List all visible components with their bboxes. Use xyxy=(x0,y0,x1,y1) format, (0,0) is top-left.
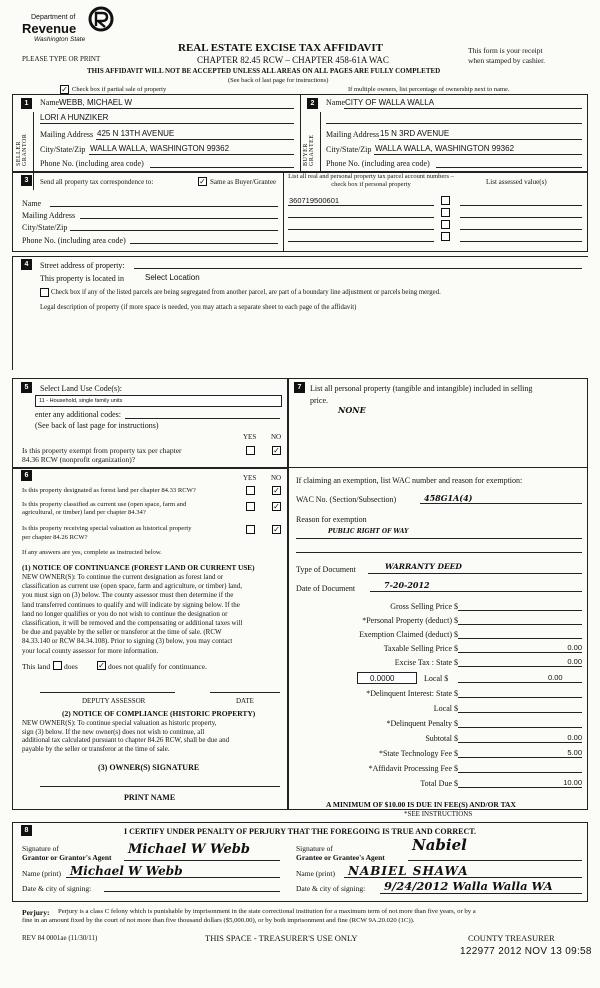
document-date-value[interactable]: 7-20-2012 xyxy=(384,580,430,590)
seller-vertical-label: SELLER GRANTOR xyxy=(16,133,28,166)
same-as-buyer-label: Same as Buyer/Grantee xyxy=(210,178,277,186)
tax-row-label: Local $ xyxy=(433,704,458,713)
receipt-note-2: when stamped by cashier. xyxy=(468,56,546,65)
notice-compliance-title: (2) NOTICE OF COMPLIANCE (HISTORIC PROPERTY) xyxy=(62,709,256,718)
this-land-label: This land xyxy=(22,662,51,671)
land-use-select[interactable] xyxy=(35,395,282,407)
historic-no-checkbox[interactable]: ✓ xyxy=(273,525,280,534)
forest-yes-checkbox[interactable] xyxy=(246,486,255,495)
buyer-mail-label: Mailing Address xyxy=(326,130,380,139)
section-2-number: 2 xyxy=(307,98,318,109)
assessor-date-label: DATE xyxy=(236,697,254,705)
receipt-note-1: This form is your receipt xyxy=(468,46,543,55)
does-label: does xyxy=(64,662,78,671)
tax-row-label: *Personal Property (deduct) $ xyxy=(362,616,458,625)
print-name-label: PRINT NAME xyxy=(124,793,176,802)
buyer-phone-label: Phone No. (including area code) xyxy=(326,159,430,168)
location-select[interactable]: Select Location xyxy=(145,273,200,282)
document-type-value[interactable]: WARRANTY DEED xyxy=(385,562,462,571)
dept-line1: Department of xyxy=(31,14,76,21)
notice-continuance-line: classification, it will be removed and the compensating or additional taxes will xyxy=(22,619,243,628)
personal-property-price-label: price. xyxy=(310,396,328,405)
see-back-note: (See back of last page for instructions) xyxy=(228,77,329,84)
section-6-yes-header: YES xyxy=(243,474,257,482)
seller-city-label: City/State/Zip xyxy=(40,145,86,154)
see-instructions-note: *SEE INSTRUCTIONS xyxy=(404,810,473,818)
seller-name-label: Name xyxy=(40,98,60,107)
county-treasurer-label: COUNTY TREASURER xyxy=(468,933,555,943)
notice-compliance-line: payable by the seller or transferor at the time of sale. xyxy=(22,744,170,753)
section-7-box xyxy=(288,378,588,810)
seller-name-2[interactable]: LORI A HUNZIKER xyxy=(40,113,109,122)
revision-number: REV 84 0001ae (11/30/11) xyxy=(22,934,98,942)
local-rate-value: 0.0000 xyxy=(370,674,395,683)
corr-city-label: City/State/Zip xyxy=(22,223,68,232)
parcel-number-1[interactable]: 360719500601 xyxy=(289,196,340,205)
current-use-yes-checkbox[interactable] xyxy=(246,502,255,511)
current-use-question-1: Is this property classified as current use (open space, farm and xyxy=(22,501,187,508)
grantor-signature[interactable]: Michael W Webb xyxy=(128,842,250,857)
notice-continuance-title: (1) NOTICE OF CONTINUANCE (FOREST LAND OR CURRENT USE) xyxy=(22,563,255,572)
grantor-date-label: Date & city of signing: xyxy=(22,884,92,893)
perjury-label: Perjury: xyxy=(22,908,50,917)
section-3-number: 3 xyxy=(21,175,32,186)
perjury-text-1: Perjury is a class C felony which is punishable by imprisonment in the state correctional institution for a maximum term of not more than five years, or by a xyxy=(58,908,476,915)
form-title: REAL ESTATE EXCISE TAX AFFIDAVIT xyxy=(178,42,383,54)
notice-continuance-line: land no longer qualifies or you do not wish to continue the designation or xyxy=(22,609,228,618)
grantee-signature-of-label: Signature of xyxy=(296,844,333,853)
section-4-number: 4 xyxy=(21,259,32,270)
forest-land-question: Is this property designated as forest land per chapter 84.33 RCW? xyxy=(22,487,196,494)
notice-continuance-line: classification as current use (open space, farm and agriculture, or timber) land, xyxy=(22,582,243,591)
notice-compliance-line: NEW OWNER(S): To continue special valuation as historic property, xyxy=(22,719,217,727)
buyer-name-label: Name xyxy=(326,98,346,107)
revenue-logo-icon xyxy=(88,6,114,32)
notice-continuance-line: NEW OWNER(S): To continue the current designation as forest land or xyxy=(22,573,224,581)
section-7-number: 7 xyxy=(294,382,305,393)
tax-row-value[interactable]: 0.00 xyxy=(567,733,582,742)
dept-state: Washington State xyxy=(34,36,86,43)
notice-continuance-line: be due and payable by the seller or transferor at the time of sale. (RCW xyxy=(22,628,222,637)
notice-continuance-line: land transferred continues to qualify and will indicate by signing below. If the xyxy=(22,600,240,609)
owner-signature-label: (3) OWNER(S) SIGNATURE xyxy=(98,763,200,772)
tax-row-label: Total Due $ xyxy=(420,779,458,788)
tax-row-label: Gross Selling Price $ xyxy=(390,602,458,611)
land-use-value: 11 - Household, single family units xyxy=(39,398,123,404)
buyer-city[interactable]: WALLA WALLA, WASHINGTON 99362 xyxy=(375,144,515,153)
multiple-owners-note: If multiple owners, list percentage of ownership next to name. xyxy=(348,86,510,93)
corr-mail-label: Mailing Address xyxy=(22,211,76,220)
historic-question-1: Is this property receiving special valuation as historical property xyxy=(22,525,192,532)
exempt-question-2: 84.36 RCW (nonprofit organization)? xyxy=(22,455,136,464)
section-5-no-header: NO xyxy=(271,433,282,441)
corr-name-label: Name xyxy=(22,199,42,208)
notice-compliance-line: additional tax calculated pursuant to chapter 84.26 RCW, shall be due and xyxy=(22,736,230,744)
buyer-vertical-label: BUYER GRANTEE xyxy=(303,134,315,166)
personal-property-checkbox-4[interactable] xyxy=(441,232,450,241)
buyer-mail[interactable]: 15 N 3RD AVENUE xyxy=(380,129,450,138)
notice-continuance-line: you must sign on (3) below. The county assessor must then determine if the xyxy=(22,591,234,600)
exempt-no-checkbox[interactable]: ✓ xyxy=(273,446,280,455)
does-not-qualify-checkbox[interactable]: ✓ xyxy=(98,661,105,670)
current-use-no-checkbox[interactable]: ✓ xyxy=(273,502,280,511)
segregated-checkbox[interactable] xyxy=(40,288,49,297)
personal-property-value[interactable]: NONE xyxy=(338,405,366,415)
seller-mail[interactable]: 425 N 13TH AVENUE xyxy=(97,129,175,138)
exemption-reason-label: Reason for exemption xyxy=(296,515,367,524)
section-6-number: 6 xyxy=(21,470,32,481)
exempt-yes-checkbox[interactable] xyxy=(246,446,255,455)
partial-sale-checkbox[interactable]: ✓ xyxy=(61,85,68,94)
buyer-name[interactable]: CITY OF WALLA WALLA xyxy=(345,98,435,107)
buyer-city-label: City/State/Zip xyxy=(326,145,372,154)
section-1-number: 1 xyxy=(21,98,32,109)
corr-phone-label: Phone No. (including area code) xyxy=(22,236,126,245)
notice-continuance-line: your local county assessor for more information. xyxy=(22,646,159,655)
land-use-label: Select Land Use Code(s): xyxy=(40,384,122,393)
minimum-fee-note: A MINIMUM OF $10.00 IS DUE IN FEE(S) AND/OR TAX xyxy=(326,800,516,809)
tax-row-value[interactable]: 0.00 xyxy=(567,657,582,666)
seller-phone-label: Phone No. (including area code) xyxy=(40,159,144,168)
personal-property-checkbox-2[interactable] xyxy=(441,208,450,217)
grantor-name[interactable]: Michael W Webb xyxy=(70,864,183,878)
wac-number-label: WAC No. (Section/Subsection) xyxy=(296,495,397,504)
grantee-name[interactable]: NABIEL SHAWA xyxy=(348,864,469,878)
notice-compliance-text xyxy=(22,719,229,753)
dept-name: Revenue xyxy=(22,21,77,36)
deputy-assessor-label: DEPUTY ASSESSOR xyxy=(82,697,146,705)
section-5-number: 5 xyxy=(21,382,32,393)
section-6-no-header: NO xyxy=(271,474,282,482)
treasurer-use-label: THIS SPACE - TREASURER'S USE ONLY xyxy=(205,933,358,943)
grantor-signature-of-label: Signature of xyxy=(22,844,59,853)
segregated-label: Check box if any of the listed parcels are being segregated from another parcel, are part of a boundary line adjustment or parcels being merged. xyxy=(51,289,441,296)
if-any-yes-note: If any answers are yes, complete as instructed below. xyxy=(22,549,162,556)
tax-row-value[interactable]: 5.00 xyxy=(567,748,582,757)
document-date-label: Date of Document xyxy=(296,584,356,593)
personal-property-label: List all personal property (tangible and intangible) included in selling xyxy=(310,384,533,393)
perjury-certification: I CERTIFY UNDER PENALTY OF PERJURY THAT THE FOREGOING IS TRUE AND CORRECT. xyxy=(124,827,477,836)
tax-row-value[interactable]: 10.00 xyxy=(563,778,582,787)
tax-row-label: Exemption Claimed (deduct) $ xyxy=(359,630,458,639)
tax-row-label: *Affidavit Processing Fee $ xyxy=(368,764,458,773)
please-type: PLEASE TYPE OR PRINT xyxy=(22,55,101,63)
document-type-label: Type of Document xyxy=(296,565,356,574)
same-as-buyer-checkbox[interactable]: ✓ xyxy=(199,177,206,186)
does-qualify-checkbox[interactable] xyxy=(53,661,62,670)
send-correspondence-label: Send all property tax correspondence to: xyxy=(40,178,154,186)
local-tax-value[interactable]: 0.00 xyxy=(548,673,563,682)
tax-row-label: Subtotal $ xyxy=(425,734,458,743)
street-address-label: Street address of property: xyxy=(40,261,125,270)
local-rate-input[interactable] xyxy=(357,672,417,684)
current-use-question-2: agricultural, or timber) land per chapter 84.34? xyxy=(22,509,146,516)
seller-city[interactable]: WALLA WALLA, WASHINGTON 99362 xyxy=(90,144,230,153)
notice-continuance-text xyxy=(22,573,242,656)
forest-no-checkbox[interactable]: ✓ xyxy=(273,486,280,495)
wac-number-value[interactable]: 458G1A(4) xyxy=(424,493,473,503)
local-tax-label: Local $ xyxy=(424,674,449,683)
legal-description-label: Legal description of property (if more space is needed, you may attach a separate sheet to each page of the affidavit) xyxy=(40,304,357,311)
grantee-name-label: Name (print) xyxy=(296,869,335,878)
historic-question-2: per chapter 84.26 RCW? xyxy=(22,534,88,541)
grantor-agent-label: Grantor or Grantor's Agent xyxy=(22,853,112,862)
assessed-value-header: List assessed value(s) xyxy=(486,178,547,186)
personal-property-checkbox-1[interactable] xyxy=(441,196,450,205)
seller-name-1[interactable]: WEBB, MICHAEL W xyxy=(59,98,133,107)
located-in-label: This property is located in xyxy=(40,274,124,283)
section-5-yes-header: YES xyxy=(243,433,257,441)
personal-property-checkbox-3[interactable] xyxy=(441,220,450,229)
does-not-qualify-label: does not qualify for continuance. xyxy=(108,662,207,671)
treasurer-stamp: 122977 2012 NOV 13 09:58 xyxy=(460,946,592,957)
tax-row-label: *Delinquent Penalty $ xyxy=(386,719,458,728)
grantor-name-label: Name (print) xyxy=(22,869,61,878)
notice-continuance-line: 84.33.140 or RCW 84.34.108). Prior to signing (3) below, you may contact xyxy=(22,637,233,646)
perjury-text-2: fine in an amount fixed by the court of not more than five thousand dollars ($5,000.00), or by both imprisonment and fine (RCW 9A.20.020 (1C)). xyxy=(22,917,415,924)
grantee-signature[interactable]: Nabiel xyxy=(412,836,467,854)
parcel-list-header: List all real and personal property tax parcel account numbers – check box if personal property xyxy=(288,173,454,188)
grantee-date-label: Date & city of signing: xyxy=(296,884,366,893)
tax-row-label: *State Technology Fee $ xyxy=(378,749,458,758)
historic-yes-checkbox[interactable] xyxy=(246,525,255,534)
notice-compliance-line: sign (3) below. If the new owner(s) does not wish to continue, all xyxy=(22,727,205,736)
exemption-claim-label: If claiming an exemption, list WAC number and reason for exemption: xyxy=(296,476,523,485)
seller-mail-label: Mailing Address xyxy=(40,130,94,139)
tax-row-value[interactable]: 0.00 xyxy=(567,643,582,652)
section-8-number: 8 xyxy=(21,825,32,836)
tax-row-label: *Delinquent Interest: State $ xyxy=(366,689,458,698)
tax-row-label: Excise Tax : State $ xyxy=(394,658,458,667)
partial-sale-label: Check box if partial sale of property xyxy=(72,86,167,93)
tax-row-label: Taxable Selling Price $ xyxy=(383,644,458,653)
grantee-agent-label: Grantee or Grantee's Agent xyxy=(296,853,385,862)
warning-banner: THIS AFFIDAVIT WILL NOT BE ACCEPTED UNLESS ALL AREAS ON ALL PAGES ARE FULLY COMPLETED xyxy=(87,67,441,75)
land-use-instructions: (See back of last page for instructions) xyxy=(35,421,159,430)
form-chapter: CHAPTER 82.45 RCW – CHAPTER 458-61A WAC xyxy=(197,55,389,65)
grantee-date-city[interactable]: 9/24/2012 Walla Walla WA xyxy=(384,879,553,893)
exemption-reason-value[interactable]: PUBLIC RIGHT OF WAY xyxy=(328,528,409,535)
exempt-question-1: Is this property exempt from property tax per chapter xyxy=(22,446,182,455)
additional-codes-label: enter any additional codes: xyxy=(35,410,121,419)
